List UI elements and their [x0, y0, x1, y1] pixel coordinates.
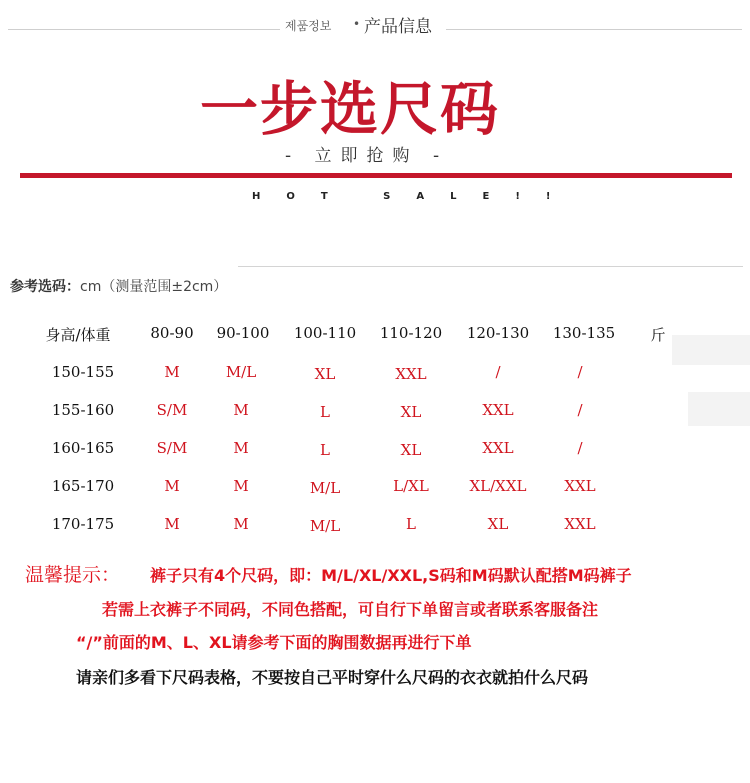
table-cell: M — [233, 477, 249, 495]
table-cell: XL — [487, 515, 509, 533]
header-divider-left — [8, 29, 280, 30]
table-row-height: 165-170 — [51, 477, 115, 495]
notes-line-3: “/”前面的M、L、XL请参考下面的胸围数据再进行下单 — [76, 633, 472, 652]
page-subtitle: - 立即抢购 - — [285, 146, 449, 166]
table-col-header: 100-110 — [293, 324, 357, 342]
table-col-header: 90-100 — [216, 324, 270, 342]
table-col-header: 130-135 — [552, 324, 616, 342]
table-cell: S/M — [156, 401, 188, 419]
header-chinese-label: 产品信息 — [364, 17, 432, 37]
background-smudge — [672, 335, 750, 365]
table-cell: / — [577, 401, 583, 419]
table-cell: / — [577, 439, 583, 457]
table-cell: XL — [400, 441, 422, 459]
table-cell: XL/XXL — [469, 477, 527, 495]
header-divider-right — [446, 29, 742, 30]
table-row-height: 150-155 — [51, 363, 115, 381]
header-dot: • — [353, 17, 361, 31]
table-cell: M/L — [225, 363, 257, 381]
hot-sale-label: HOT SALE!! — [252, 191, 577, 202]
table-cell: XXL — [564, 477, 596, 495]
reference-divider — [238, 266, 743, 267]
table-cell: M — [233, 401, 249, 419]
notes-line-1: 裤子只有4个尺码，即：M/L/XL/XXL,S码和M码默认配搭M码裤子 — [150, 566, 632, 585]
table-cell: XXL — [395, 365, 427, 383]
table-cell: / — [577, 363, 583, 381]
banner-divider — [20, 173, 732, 178]
table-cell: M/L — [309, 517, 341, 535]
table-cell: M — [164, 477, 180, 495]
table-cell: M/L — [309, 479, 341, 497]
table-row-height: 160-165 — [51, 439, 115, 457]
table-cell: L — [320, 441, 330, 459]
table-cell: S/M — [156, 439, 188, 457]
table-cell: M — [233, 515, 249, 533]
table-col-header: 80-90 — [150, 324, 194, 342]
reference-label: 参考选码： — [10, 279, 80, 295]
table-cell: L — [406, 515, 416, 533]
table-corner-label: 身高/体重 — [45, 326, 111, 344]
table-cell: / — [495, 363, 501, 381]
notes-line-4: 请亲们多看下尺码表格，不要按自己平时穿什么尺码的衣衣就拍什么尺码 — [76, 668, 589, 687]
page-title: 一步选尺码 — [200, 75, 501, 143]
table-cell: L — [320, 403, 330, 421]
notes-line-2: 若需上衣裤子不同码，不同色搭配，可自行下单留言或者联系客服备注 — [102, 600, 599, 619]
table-unit-label: 斤 — [650, 326, 666, 344]
table-cell: XL — [314, 365, 336, 383]
table-cell: XL — [400, 403, 422, 421]
table-cell: XXL — [482, 439, 514, 457]
table-col-header: 110-120 — [379, 324, 443, 342]
table-cell: L/XL — [393, 477, 429, 495]
notes-label: 温馨提示： — [25, 564, 121, 586]
table-cell: M — [233, 439, 249, 457]
reference-line — [10, 276, 227, 296]
table-row-height: 155-160 — [51, 401, 115, 419]
table-cell: M — [164, 515, 180, 533]
header-korean-label: 제품정보 — [285, 19, 332, 33]
table-cell: M — [164, 363, 180, 381]
background-smudge — [688, 392, 750, 426]
table-row-height: 170-175 — [51, 515, 115, 533]
reference-unit: cm（测量范围±2cm） — [80, 279, 228, 295]
table-col-header: 120-130 — [466, 324, 530, 342]
table-cell: XXL — [564, 515, 596, 533]
table-cell: XXL — [482, 401, 514, 419]
